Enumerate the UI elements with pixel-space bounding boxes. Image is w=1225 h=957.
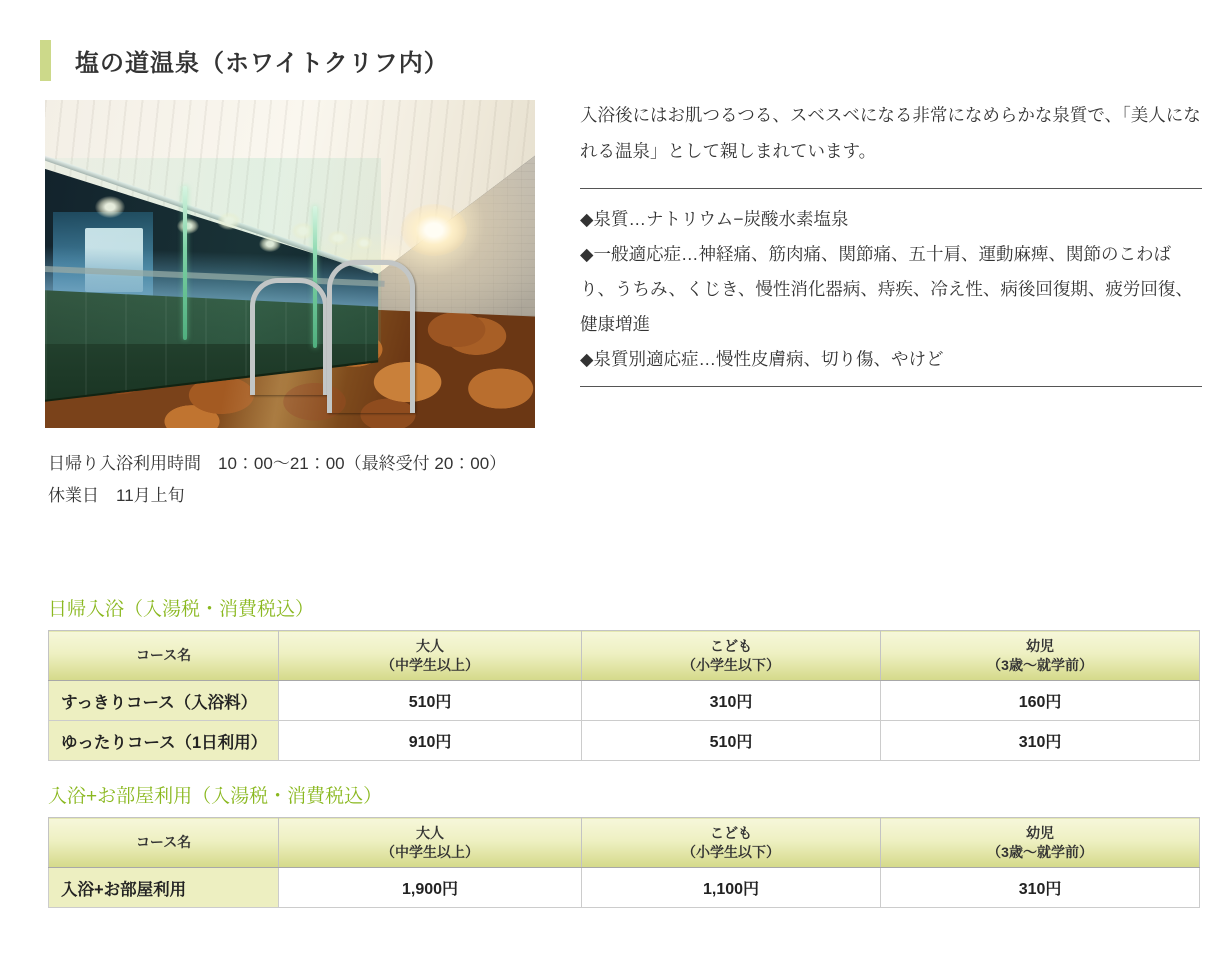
col-header-infant	[881, 631, 1200, 681]
col-header-child	[581, 818, 880, 868]
cell-price-infant: 160円	[881, 681, 1200, 721]
cell-price-adult: 910円	[279, 721, 582, 761]
photo-handrail	[250, 278, 328, 395]
price-table-bath-room-use	[48, 817, 1200, 908]
page-header	[40, 27, 449, 94]
col-header-sub: （中学生以上）	[381, 656, 480, 673]
table-header-row	[49, 818, 1200, 868]
col-header-adult	[279, 818, 582, 868]
usage-hours: 日帰り入浴利用時間 10：00～21：00（最終受付 20：00）	[48, 454, 507, 473]
col-header-child	[581, 631, 880, 681]
section-bath-room-use	[48, 781, 1200, 908]
col-header-label: 幼児	[1026, 637, 1055, 654]
description-column	[580, 97, 1202, 387]
photo-handrail	[327, 260, 415, 413]
col-header-sub: （3歳～就学前）	[987, 656, 1093, 673]
cell-price-infant: 310円	[881, 721, 1200, 761]
cell-course-name: すっきりコース（入浴料）	[49, 681, 279, 721]
cell-course-name: 入浴+お部屋利用	[49, 868, 279, 908]
col-header-infant	[881, 818, 1200, 868]
intro-text: 入浴後にはお肌つるつる、スベスベになる非常になめらかな泉質で、「美人になれる温泉」として親しまれています。	[580, 105, 1201, 161]
col-header-label: コース名	[135, 647, 192, 664]
cell-price-infant: 310円	[881, 868, 1200, 908]
col-header-label: 大人	[416, 824, 445, 841]
title-accent-bar	[40, 40, 51, 81]
divider-bottom	[580, 386, 1202, 387]
col-header-sub: （小学生以下）	[682, 656, 781, 673]
onsen-photo	[45, 100, 535, 428]
col-header-sub: （中学生以上）	[381, 843, 480, 860]
col-header-course	[49, 818, 279, 868]
price-table-day-bathing	[48, 630, 1200, 761]
cell-price-adult: 510円	[279, 681, 582, 721]
section-heading-day-bathing: 日帰入浴（入湯税・消費税込）	[48, 599, 315, 620]
usage-closed-day: 休業日 11月上旬	[48, 486, 185, 505]
section-heading-bath-room-use: 入浴+お部屋利用（入湯税・消費税込）	[48, 786, 383, 807]
cell-price-adult: 1,900円	[279, 868, 582, 908]
col-header-label: コース名	[135, 834, 192, 851]
photo-glass-edge	[183, 186, 187, 340]
cell-price-child: 310円	[581, 681, 880, 721]
section-day-bathing	[48, 594, 1200, 761]
cell-course-name: ゆったりコース（1日利用）	[49, 721, 279, 761]
col-header-label: 大人	[416, 637, 445, 654]
spec-item-specific-indications: ◆泉質別適応症…慢性皮膚病、切り傷、やけど	[580, 349, 944, 369]
col-header-label: こども	[710, 824, 753, 841]
cell-price-child: 510円	[581, 721, 880, 761]
photo-wall-lamp	[401, 204, 467, 256]
table-row	[49, 681, 1200, 721]
table-header-row	[49, 631, 1200, 681]
col-header-sub: （小学生以下）	[682, 843, 781, 860]
usage-info	[48, 448, 506, 512]
table-row	[49, 868, 1200, 908]
spec-item-quality: ◆泉質…ナトリウム−炭酸水素塩泉	[580, 209, 849, 229]
table-row	[49, 721, 1200, 761]
divider-top	[580, 188, 1202, 189]
cell-price-child: 1,100円	[581, 868, 880, 908]
page-title: 塩の道温泉（ホワイトクリフ内）	[75, 50, 449, 78]
spring-spec-list	[580, 202, 1202, 377]
col-header-sub: （3歳～就学前）	[987, 843, 1093, 860]
col-header-label: こども	[710, 637, 753, 654]
col-header-label: 幼児	[1026, 824, 1055, 841]
col-header-adult	[279, 631, 582, 681]
spec-item-general-indications: ◆一般適応症…神経痛、筋肉痛、関節痛、五十肩、運動麻痺、関節のこわばり、うちみ、くじき、慢性消化器病、痔疾、冷え性、病後回復期、疲労回復、健康増進	[580, 244, 1193, 334]
col-header-course	[49, 631, 279, 681]
